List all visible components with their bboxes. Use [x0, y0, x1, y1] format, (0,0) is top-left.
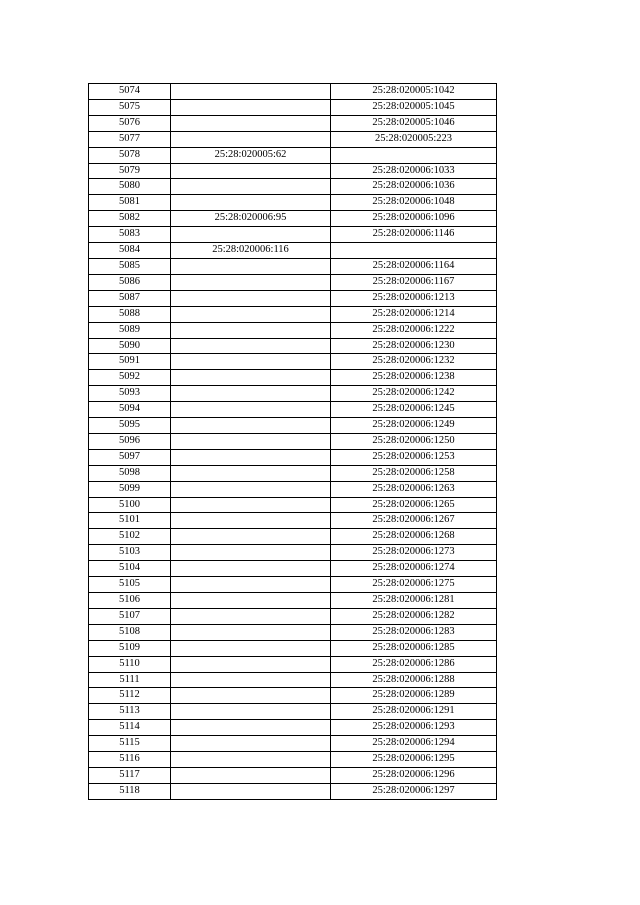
row-number-cell: 5092: [89, 370, 171, 386]
building-number-cell: 25:28:020006:1293: [331, 720, 497, 736]
building-number-cell: 25:28:020006:1146: [331, 227, 497, 243]
land-plot-number-cell: [171, 529, 331, 545]
building-number-cell: 25:28:020006:1250: [331, 433, 497, 449]
land-plot-number-cell: [171, 449, 331, 465]
land-plot-number-cell: 25:28:020005:62: [171, 147, 331, 163]
building-number-cell: 25:28:020006:1286: [331, 656, 497, 672]
table-row: [89, 290, 497, 306]
row-number-cell: 5087: [89, 290, 171, 306]
table-row: [89, 99, 497, 115]
land-plot-number-cell: [171, 195, 331, 211]
building-number-cell: 25:28:020006:1036: [331, 179, 497, 195]
table-row: [89, 131, 497, 147]
table-row: [89, 322, 497, 338]
building-number-cell: 25:28:020006:1213: [331, 290, 497, 306]
table-row: [89, 608, 497, 624]
table-row: [89, 274, 497, 290]
table-row: [89, 370, 497, 386]
table-row: [89, 561, 497, 577]
land-plot-number-cell: [171, 306, 331, 322]
row-number-cell: 5078: [89, 147, 171, 163]
land-plot-number-cell: [171, 608, 331, 624]
building-number-cell: 25:28:020006:1048: [331, 195, 497, 211]
building-number-cell: 25:28:020006:1245: [331, 402, 497, 418]
land-plot-number-cell: [171, 513, 331, 529]
table-row: [89, 529, 497, 545]
building-number-cell: 25:28:020005:1046: [331, 115, 497, 131]
land-plot-number-cell: [171, 545, 331, 561]
row-number-cell: 5104: [89, 561, 171, 577]
row-number-cell: 5088: [89, 306, 171, 322]
table-row: [89, 577, 497, 593]
table-body: [89, 84, 497, 800]
table-row: [89, 767, 497, 783]
table-row: [89, 497, 497, 513]
row-number-cell: 5106: [89, 593, 171, 609]
table-row: [89, 545, 497, 561]
building-number-cell: 25:28:020006:1263: [331, 481, 497, 497]
building-number-cell: 25:28:020006:1238: [331, 370, 497, 386]
land-plot-number-cell: [171, 402, 331, 418]
land-plot-number-cell: 25:28:020006:116: [171, 243, 331, 259]
building-number-cell: 25:28:020006:1282: [331, 608, 497, 624]
building-number-cell: 25:28:020006:1295: [331, 752, 497, 768]
row-number-cell: 5082: [89, 211, 171, 227]
building-number-cell: [331, 243, 497, 259]
building-number-cell: 25:28:020006:1033: [331, 163, 497, 179]
table-row: [89, 640, 497, 656]
building-number-cell: 25:28:020006:1296: [331, 767, 497, 783]
land-plot-number-cell: [171, 767, 331, 783]
land-plot-number-cell: [171, 752, 331, 768]
land-plot-number-cell: [171, 99, 331, 115]
row-number-cell: 5077: [89, 131, 171, 147]
row-number-cell: 5107: [89, 608, 171, 624]
building-number-cell: 25:28:020006:1285: [331, 640, 497, 656]
row-number-cell: 5113: [89, 704, 171, 720]
table-row: [89, 227, 497, 243]
building-number-cell: 25:28:020006:1273: [331, 545, 497, 561]
row-number-cell: 5099: [89, 481, 171, 497]
building-number-cell: 25:28:020006:1214: [331, 306, 497, 322]
land-plot-number-cell: [171, 672, 331, 688]
table-row: [89, 736, 497, 752]
row-number-cell: 5090: [89, 338, 171, 354]
table-row: [89, 656, 497, 672]
land-plot-number-cell: [171, 593, 331, 609]
table-row: [89, 386, 497, 402]
land-plot-number-cell: 25:28:020006:95: [171, 211, 331, 227]
table-row: [89, 752, 497, 768]
table-row: [89, 115, 497, 131]
row-number-cell: 5096: [89, 433, 171, 449]
building-number-cell: 25:28:020006:1294: [331, 736, 497, 752]
table-row: [89, 624, 497, 640]
table-row: [89, 465, 497, 481]
row-number-cell: 5105: [89, 577, 171, 593]
table-row: [89, 243, 497, 259]
building-number-cell: 25:28:020006:1267: [331, 513, 497, 529]
building-number-cell: 25:28:020005:223: [331, 131, 497, 147]
row-number-cell: 5081: [89, 195, 171, 211]
table-row: [89, 704, 497, 720]
row-number-cell: 5091: [89, 354, 171, 370]
cadastral-numbers-table: [88, 83, 497, 800]
land-plot-number-cell: [171, 704, 331, 720]
land-plot-number-cell: [171, 322, 331, 338]
building-number-cell: 25:28:020006:1275: [331, 577, 497, 593]
land-plot-number-cell: [171, 386, 331, 402]
row-number-cell: 5094: [89, 402, 171, 418]
row-number-cell: 5097: [89, 449, 171, 465]
land-plot-number-cell: [171, 624, 331, 640]
row-number-cell: 5089: [89, 322, 171, 338]
building-number-cell: [331, 147, 497, 163]
row-number-cell: 5093: [89, 386, 171, 402]
building-number-cell: 25:28:020006:1167: [331, 274, 497, 290]
land-plot-number-cell: [171, 497, 331, 513]
table-row: [89, 306, 497, 322]
building-number-cell: 25:28:020006:1096: [331, 211, 497, 227]
table-row: [89, 783, 497, 799]
row-number-cell: 5115: [89, 736, 171, 752]
row-number-cell: 5085: [89, 258, 171, 274]
land-plot-number-cell: [171, 418, 331, 434]
table-row: [89, 593, 497, 609]
table-row: [89, 147, 497, 163]
land-plot-number-cell: [171, 370, 331, 386]
row-number-cell: 5076: [89, 115, 171, 131]
row-number-cell: 5110: [89, 656, 171, 672]
building-number-cell: 25:28:020006:1265: [331, 497, 497, 513]
land-plot-number-cell: [171, 465, 331, 481]
table-row: [89, 258, 497, 274]
land-plot-number-cell: [171, 720, 331, 736]
building-number-cell: 25:28:020006:1230: [331, 338, 497, 354]
land-plot-number-cell: [171, 179, 331, 195]
building-number-cell: 25:28:020006:1249: [331, 418, 497, 434]
land-plot-number-cell: [171, 783, 331, 799]
land-plot-number-cell: [171, 338, 331, 354]
row-number-cell: 5109: [89, 640, 171, 656]
land-plot-number-cell: [171, 131, 331, 147]
row-number-cell: 5112: [89, 688, 171, 704]
table-row: [89, 354, 497, 370]
land-plot-number-cell: [171, 481, 331, 497]
building-number-cell: 25:28:020006:1283: [331, 624, 497, 640]
building-number-cell: 25:28:020006:1274: [331, 561, 497, 577]
table-row: [89, 688, 497, 704]
table-row: [89, 672, 497, 688]
land-plot-number-cell: [171, 163, 331, 179]
building-number-cell: 25:28:020006:1268: [331, 529, 497, 545]
land-plot-number-cell: [171, 115, 331, 131]
row-number-cell: 5075: [89, 99, 171, 115]
building-number-cell: 25:28:020006:1258: [331, 465, 497, 481]
table-row: [89, 418, 497, 434]
building-number-cell: 25:28:020006:1289: [331, 688, 497, 704]
land-plot-number-cell: [171, 290, 331, 306]
table-row: [89, 338, 497, 354]
land-plot-number-cell: [171, 258, 331, 274]
row-number-cell: 5086: [89, 274, 171, 290]
building-number-cell: 25:28:020005:1042: [331, 84, 497, 100]
row-number-cell: 5083: [89, 227, 171, 243]
building-number-cell: 25:28:020006:1297: [331, 783, 497, 799]
row-number-cell: 5117: [89, 767, 171, 783]
table-row: [89, 449, 497, 465]
row-number-cell: 5080: [89, 179, 171, 195]
row-number-cell: 5101: [89, 513, 171, 529]
land-plot-number-cell: [171, 577, 331, 593]
table-row: [89, 513, 497, 529]
table-row: [89, 481, 497, 497]
row-number-cell: 5098: [89, 465, 171, 481]
row-number-cell: 5111: [89, 672, 171, 688]
land-plot-number-cell: [171, 561, 331, 577]
row-number-cell: 5114: [89, 720, 171, 736]
row-number-cell: 5084: [89, 243, 171, 259]
table-row: [89, 433, 497, 449]
table-row: [89, 195, 497, 211]
land-plot-number-cell: [171, 274, 331, 290]
building-number-cell: 25:28:020006:1232: [331, 354, 497, 370]
row-number-cell: 5108: [89, 624, 171, 640]
table-row: [89, 211, 497, 227]
table-row: [89, 163, 497, 179]
row-number-cell: 5095: [89, 418, 171, 434]
land-plot-number-cell: [171, 656, 331, 672]
land-plot-number-cell: [171, 84, 331, 100]
building-number-cell: 25:28:020006:1253: [331, 449, 497, 465]
building-number-cell: 25:28:020005:1045: [331, 99, 497, 115]
table-row: [89, 179, 497, 195]
land-plot-number-cell: [171, 688, 331, 704]
row-number-cell: 5103: [89, 545, 171, 561]
building-number-cell: 25:28:020006:1291: [331, 704, 497, 720]
row-number-cell: 5116: [89, 752, 171, 768]
row-number-cell: 5100: [89, 497, 171, 513]
row-number-cell: 5074: [89, 84, 171, 100]
building-number-cell: 25:28:020006:1242: [331, 386, 497, 402]
table-row: [89, 402, 497, 418]
building-number-cell: 25:28:020006:1288: [331, 672, 497, 688]
land-plot-number-cell: [171, 640, 331, 656]
land-plot-number-cell: [171, 736, 331, 752]
row-number-cell: 5079: [89, 163, 171, 179]
row-number-cell: 5118: [89, 783, 171, 799]
table-row: [89, 84, 497, 100]
row-number-cell: 5102: [89, 529, 171, 545]
building-number-cell: 25:28:020006:1222: [331, 322, 497, 338]
table-row: [89, 720, 497, 736]
building-number-cell: 25:28:020006:1164: [331, 258, 497, 274]
building-number-cell: 25:28:020006:1281: [331, 593, 497, 609]
land-plot-number-cell: [171, 433, 331, 449]
land-plot-number-cell: [171, 227, 331, 243]
land-plot-number-cell: [171, 354, 331, 370]
